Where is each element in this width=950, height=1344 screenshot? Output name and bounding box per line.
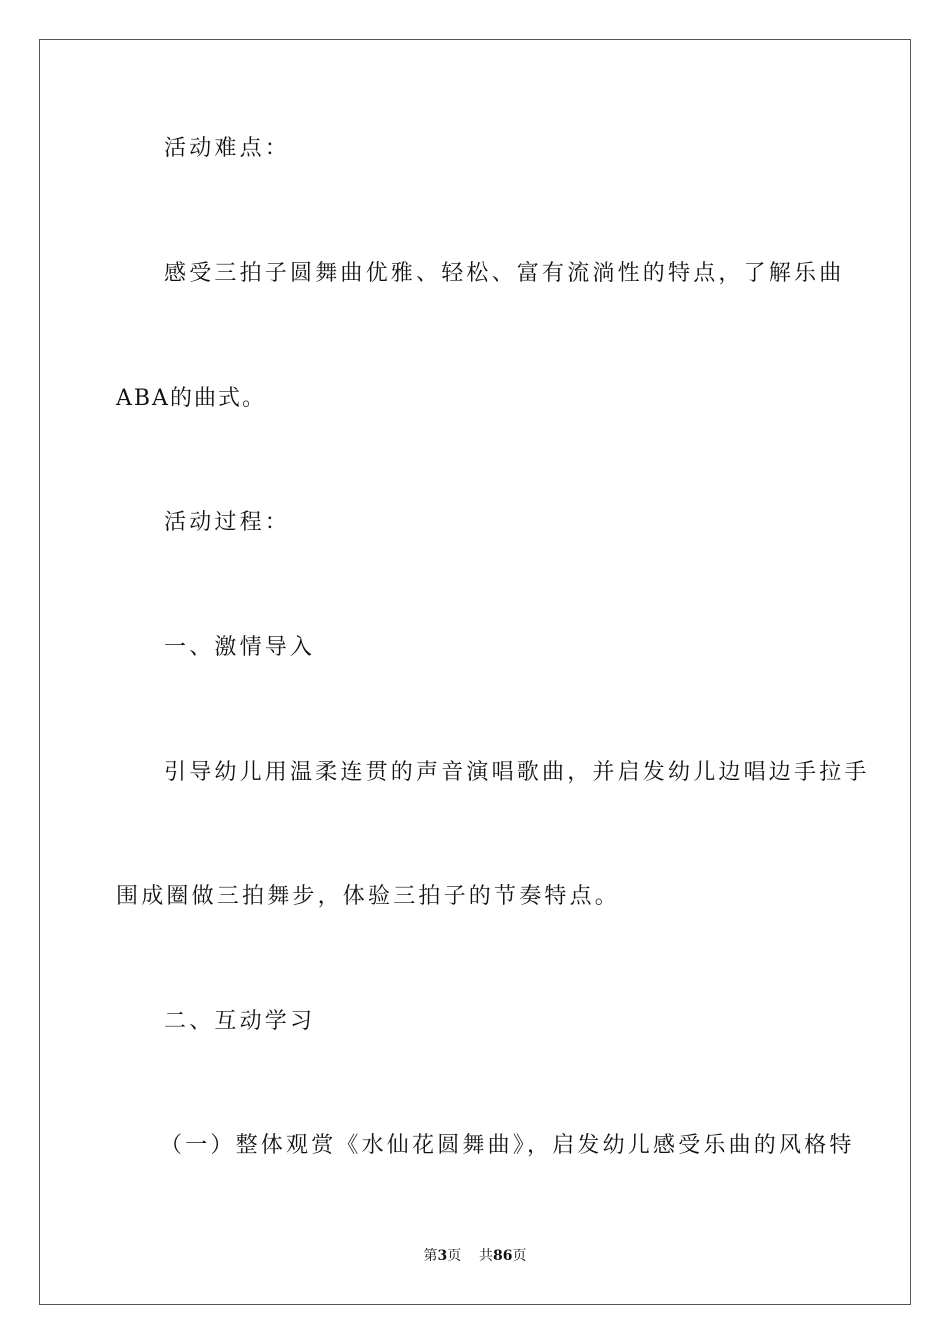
- page-suffix: 页: [447, 1248, 462, 1264]
- page-number: 3: [437, 1248, 448, 1264]
- page-border: [39, 39, 911, 1305]
- heading-activity-difficulty: 活动难点：: [164, 136, 291, 161]
- total-prefix: 共: [479, 1248, 494, 1264]
- paragraph-line: 围成圈做三拍舞步，体验三拍子的节奏特点。: [116, 884, 621, 909]
- page-prefix: 第: [423, 1248, 438, 1264]
- total-suffix: 页: [512, 1248, 527, 1264]
- page-footer: [0, 1246, 950, 1266]
- paragraph-line: 引导幼儿用温柔连贯的声音演唱歌曲，并启发幼儿边唱边手拉手: [164, 760, 870, 785]
- section-heading-2: 二、互动学习: [164, 1009, 316, 1034]
- heading-activity-process: 活动过程：: [164, 510, 291, 535]
- paragraph-line: （一）整体观赏《水仙花圆舞曲》，启发幼儿感受乐曲的风格特: [160, 1133, 855, 1158]
- section-heading-1: 一、激情导入: [164, 635, 316, 660]
- total-pages: 86: [493, 1248, 513, 1264]
- paragraph-line: 感受三拍子圆舞曲优雅、轻松、富有流淌性的特点，了解乐曲: [164, 261, 845, 286]
- paragraph-line: ABA的曲式。: [116, 386, 266, 411]
